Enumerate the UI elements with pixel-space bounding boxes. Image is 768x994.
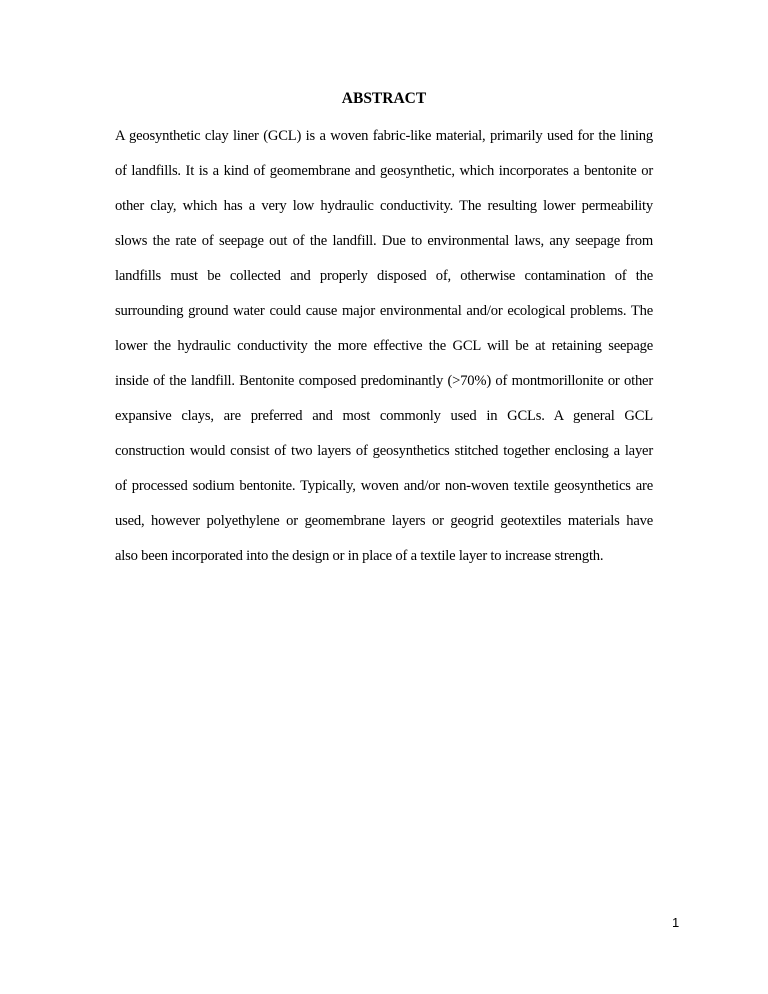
paragraph-line: surrounding ground water could cause major environmental and/or ecological problems. The (115, 303, 653, 319)
paragraph-line: slows the rate of seepage out of the landfill. Due to environmental laws, any seepage from (115, 233, 653, 249)
paragraph-line: of processed sodium bentonite. Typically, woven and/or non-woven textile geosynthetics are (115, 478, 653, 494)
paragraph-line: construction would consist of two layers of geosynthetics stitched together enclosing a layer (115, 443, 653, 459)
paragraph-line: A geosynthetic clay liner (GCL) is a woven fabric-like material, primarily used for the lining (115, 128, 653, 144)
paragraph-line: landfills must be collected and properly disposed of, otherwise contamination of the (115, 268, 653, 284)
paragraph-line: used, however polyethylene or geomembrane layers or geogrid geotextiles materials have (115, 513, 653, 529)
paragraph-line: expansive clays, are preferred and most commonly used in GCLs. A general GCL (115, 408, 653, 424)
paragraph-line: lower the hydraulic conductivity the more effective the GCL will be at retaining seepage (115, 338, 653, 354)
page-title: ABSTRACT (341, 90, 427, 107)
paragraph-line: inside of the landfill. Bentonite composed predominantly (>70%) of montmorillonite or other (115, 373, 653, 389)
page-number: 1 (672, 915, 680, 930)
paragraph-line: other clay, which has a very low hydraulic conductivity. The resulting lower permeability (115, 198, 653, 214)
abstract-paragraph (115, 124, 653, 579)
paragraph-line: of landfills. It is a kind of geomembrane and geosynthetic, which incorporates a bentonite or (115, 163, 653, 179)
paragraph-line: also been incorporated into the design or in place of a textile layer to increase strength. (115, 548, 604, 564)
